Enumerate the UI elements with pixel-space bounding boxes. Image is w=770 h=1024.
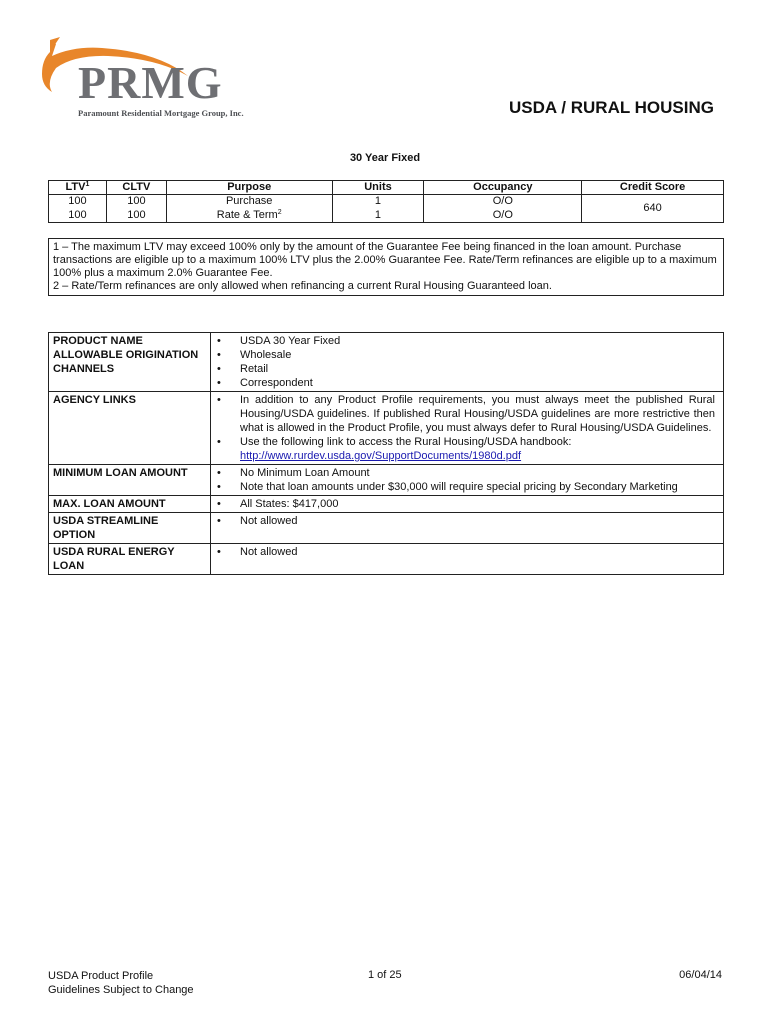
product-details-table (48, 332, 724, 575)
list-item: • Note that loan amounts under $30,000 will require special pricing by Secondary Marketing (215, 480, 715, 494)
table-row (49, 392, 724, 465)
max-loan-label: MAX. LOAN AMOUNT (49, 496, 211, 513)
logo-wordmark: PRMG (78, 57, 223, 108)
usda-handbook-link[interactable]: http://www.rurdev.usda.gov/SupportDocuments/1980d.pdf (240, 450, 522, 462)
credit-score-header: Credit Score (582, 181, 724, 195)
footnote-1: 1 – The maximum LTV may exceed 100% only by the amount of the Guarantee Fee being financed in the loan amount. Purchase transactions are eligible up to a maximum 100% LTV plus the 2.00% Guarantee Fee. Rate/Term refinances are eligible up to a maximum 100% plus a maximum 2.0% Guarantee Fee. (53, 241, 717, 279)
cltv-cell: 100 (106, 209, 166, 223)
agency-links-label: AGENCY LINKS (49, 392, 211, 465)
purpose-cell: Purchase (166, 195, 332, 209)
ltv-header: LTV$^1$ (49, 181, 107, 195)
min-loan-label: MINIMUM LOAN AMOUNT (49, 465, 211, 496)
agency-links-value (211, 392, 724, 465)
occupancy-cell: O/O (424, 195, 582, 209)
rural-energy-value (211, 544, 724, 575)
units-cell: 1 (332, 195, 424, 209)
list-item: • USDA 30 Year Fixed (215, 334, 715, 348)
ltv-cell: 100 (49, 209, 107, 223)
prmg-logo (38, 34, 248, 124)
logo-subtitle: Paramount Residential Mortgage Group, Inc. (78, 108, 244, 118)
cltv-cell: 100 (106, 195, 166, 209)
list-item: • No Minimum Loan Amount (215, 466, 715, 480)
footer-date: 06/04/14 (679, 969, 722, 981)
list-item: • In addition to any Product Profile requirements, you must always meet the published Rural Housing/USDA guidelines. If published Rural Housing/USDA guidelines are more restrictive then what is allowed in the Product Profile, you must always defer to Rural Housing/USDA Guidelines. (215, 393, 715, 435)
streamline-value (211, 513, 724, 544)
footnote-2: 2 – Rate/Term refinances are only allowed when refinancing a current Rural Housing Guaranteed loan. (53, 280, 552, 292)
table-row (49, 544, 724, 575)
credit-score-cell: 640 (582, 195, 724, 223)
table-row (49, 195, 724, 209)
cltv-header: CLTV (106, 181, 166, 195)
rate-header-row (49, 181, 724, 195)
table-row (49, 496, 724, 513)
list-item: • Wholesale (215, 348, 715, 362)
table-row (49, 333, 724, 392)
page-number: 1 of 25 (368, 969, 402, 981)
list-item: • Not allowed (215, 514, 715, 528)
occupancy-header: Occupancy (424, 181, 582, 195)
min-loan-value (211, 465, 724, 496)
product-name-value (211, 333, 724, 392)
list-item: • Retail (215, 362, 715, 376)
purpose-cell: Rate & Term$^2$ (166, 209, 332, 223)
product-subtitle: 30 Year Fixed (349, 152, 421, 164)
footnotes-box (48, 238, 724, 296)
footer-doc-name: USDA Product Profile (48, 970, 154, 982)
footer-disclaimer: Guidelines Subject to Change (48, 984, 194, 996)
list-item: • Use the following link to access the Rural Housing/USDA handbook: http://www.rurdev.usda.gov/SupportDocuments/1980d.pdf (215, 435, 715, 463)
units-cell: 1 (332, 209, 424, 223)
ltv-cell: 100 (49, 195, 107, 209)
max-loan-value (211, 496, 724, 513)
table-row (49, 465, 724, 496)
list-item: • All States: $417,000 (215, 497, 715, 511)
list-item: • Not allowed (215, 545, 715, 559)
streamline-label: USDA STREAMLINE OPTION (49, 513, 211, 544)
page-title: USDA / RURAL HOUSING (509, 98, 714, 117)
units-header: Units (332, 181, 424, 195)
rural-energy-label: USDA RURAL ENERGY LOAN (49, 544, 211, 575)
footer-left (48, 969, 194, 997)
purpose-header: Purpose (166, 181, 332, 195)
table-row (49, 513, 724, 544)
occupancy-cell: O/O (424, 209, 582, 223)
product-name-label: PRODUCT NAME ALLOWABLE ORIGINATION CHANNELS (49, 333, 211, 392)
rate-matrix-table (48, 180, 724, 223)
list-item: • Correspondent (215, 376, 715, 390)
